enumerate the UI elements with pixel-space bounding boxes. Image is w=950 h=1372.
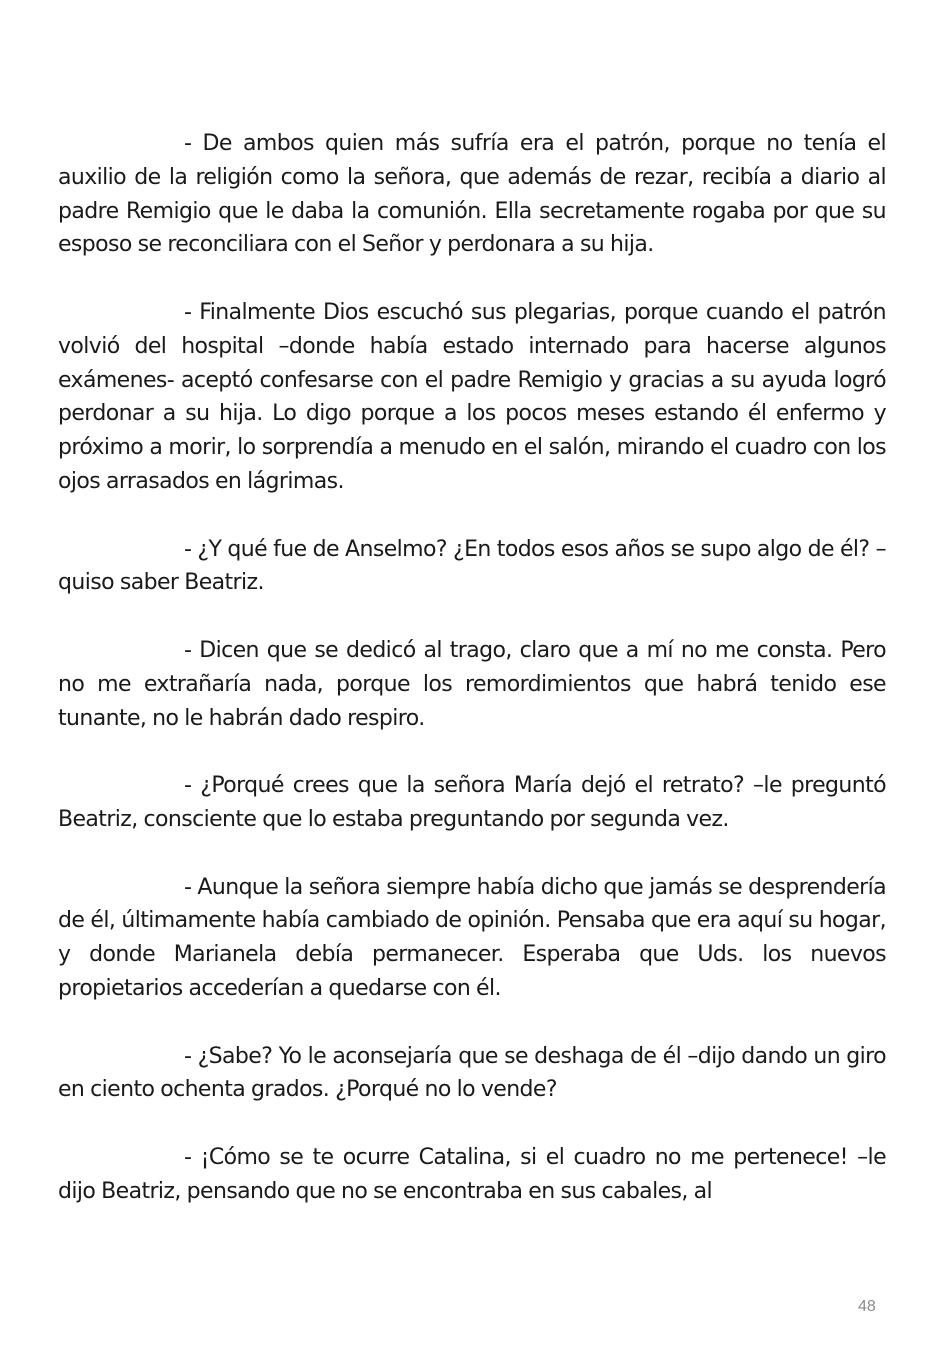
paragraph: - Aunque la señora siempre había dicho que jamás se desprendería de él, últimamente había cambiado de opinión. Pensaba que era aquí su hogar, y donde Marianela debía permanecer. Esperaba que Uds. los nuevos propietarios accederían a quedarse con él. [58, 874, 886, 1001]
paragraph: - ¡Cómo se te ocurre Catalina, si el cuadro no me pertenece! –le dijo Beatriz, pensando que no se encontraba en sus cabales, al [58, 1144, 886, 1204]
paragraph: - ¿Porqué crees que la señora María dejó el retrato? –le preguntó Beatriz, consciente que lo estaba preguntando por segunda vez. [58, 773, 886, 832]
paragraph: - ¿Y qué fue de Anselmo? ¿En todos esos años se supo algo de él? –quiso saber Beatriz. [58, 536, 886, 596]
body-text [58, 127, 886, 1242]
paragraph: - De ambos quien más sufría era el patrón, porque no tenía el auxilio de la religión como la señora, que además de rezar, recibía a diario al padre Remigio que le daba la comunión. Ella secretamente rogaba por que su esposo se reconciliara con el Señor y perdonara a su hija. [58, 131, 886, 258]
page-number: 48 [858, 1298, 876, 1315]
paragraph: - Finalmente Dios escuchó sus plegarias, porque cuando el patrón volvió del hospital –donde había estado internado para hacerse algunos exámenes- aceptó confesarse con el padre Remigio y gracias a su ayuda logró perdonar a su hija. Lo digo porque a los pocos meses estando él enfermo y próximo a morir, lo sorprendía a menudo en el salón, mirando el cuadro con los ojos arrasados en lágrimas. [58, 299, 886, 494]
paragraph: - ¿Sabe? Yo le aconsejaría que se deshaga de él –dijo dando un giro en ciento ochenta grados. ¿Porqué no lo vende? [58, 1043, 886, 1103]
paragraph: - Dicen que se dedicó al trago, claro que a mí no me consta. Pero no me extrañaría nada, porque los remordimientos que habrá tenido ese tunante, no le habrán dado respiro. [58, 637, 886, 731]
